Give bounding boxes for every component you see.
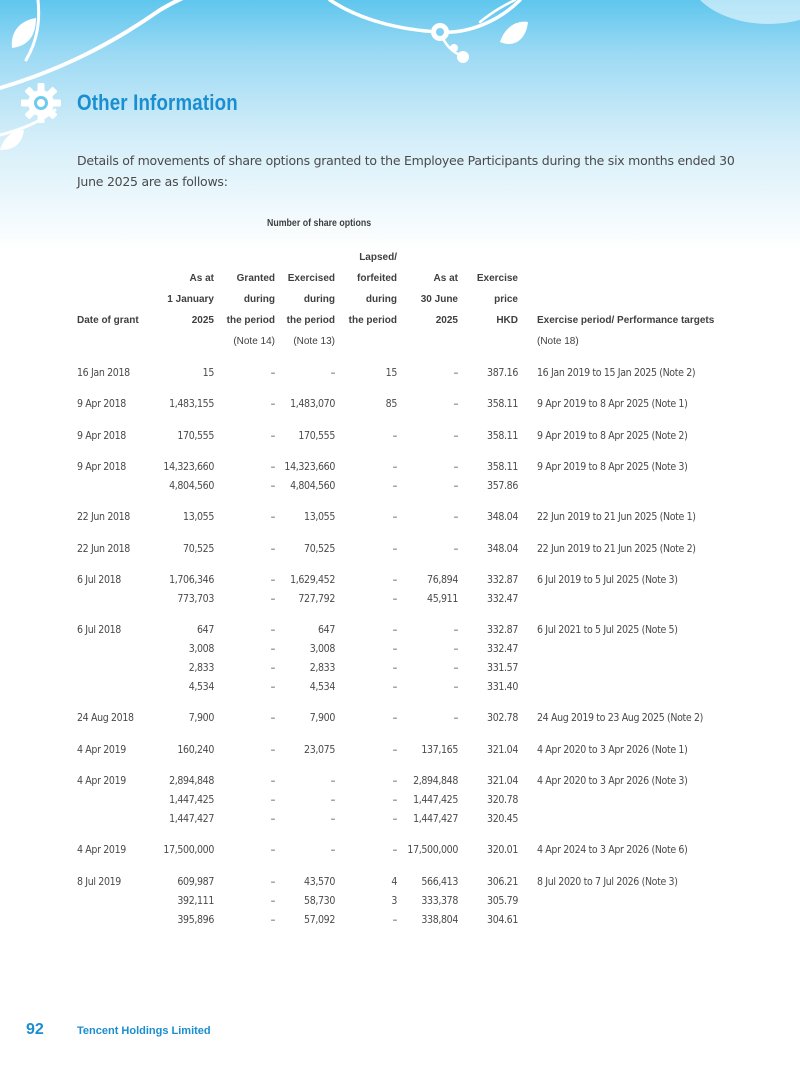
cell-exercised: 1,483,070 [290, 398, 335, 411]
column-group-label: Number of share options [267, 218, 372, 229]
cell-granted: – [270, 460, 275, 473]
grant-date: 4 Apr 2019 [77, 775, 126, 787]
cell-exercised: – [330, 775, 335, 787]
cell-as-at-end: 566,413 [421, 875, 458, 888]
cell-as-at-end: – [453, 662, 458, 675]
cell-price: 332.47 [487, 592, 518, 605]
cell-as-at-end: 1,447,425 [413, 794, 458, 806]
cell-granted: – [270, 398, 275, 411]
cell-as-at-start: 70,525 [183, 542, 214, 555]
cell-lapsed: – [392, 844, 397, 857]
exercise-period: 4 Apr 2020 to 3 Apr 2026 (Note 3) [537, 775, 688, 787]
cell-as-at-end: 1,447,427 [413, 813, 458, 825]
cell-lapsed: 4 [391, 875, 397, 888]
header-date: Date of grant [77, 315, 139, 326]
exercise-period: 6 Jul 2019 to 5 Jul 2025 (Note 3) [537, 573, 678, 586]
cell-exercised: – [330, 844, 335, 857]
grant-date: 4 Apr 2019 [77, 844, 126, 857]
cell-as-at-end: – [453, 542, 458, 555]
exercise-period: 9 Apr 2019 to 8 Apr 2025 (Note 3) [537, 460, 688, 473]
cell-lapsed: – [392, 813, 397, 825]
cell-as-at-start: 1,447,425 [169, 794, 214, 806]
intro-paragraph: Details of movements of share options granted to the Employee Participants during the six months ended 30 June 2025 are as follows: [77, 153, 735, 189]
cell-as-at-start: 17,500,000 [163, 844, 214, 857]
cell-price: 305.79 [487, 894, 518, 907]
cell-as-at-end: – [453, 624, 458, 637]
header-as-at-end: 2025 [435, 315, 458, 326]
header-price: HKD [496, 315, 518, 326]
cell-price: 320.45 [487, 813, 518, 825]
cell-exercised: 1,629,452 [290, 573, 335, 586]
cell-price: 332.47 [487, 643, 518, 656]
cell-granted: – [270, 511, 275, 524]
header-lapsed: Lapsed/ [359, 252, 397, 263]
cell-lapsed: – [392, 712, 397, 725]
header-exercised: Exercised [287, 273, 335, 284]
cell-granted: – [270, 479, 275, 492]
cell-price: 358.11 [487, 429, 518, 442]
header-price: price [494, 294, 518, 305]
cell-granted: – [270, 775, 275, 787]
cell-price: 387.16 [487, 367, 518, 379]
cell-granted: – [270, 592, 275, 605]
page-number: 92 [26, 1021, 44, 1038]
grant-date: 22 Jun 2018 [77, 511, 130, 524]
cell-as-at-end: 76,894 [427, 573, 458, 586]
cell-as-at-end: – [453, 681, 458, 694]
cell-as-at-start: 395,896 [177, 913, 214, 926]
cell-price: 332.87 [487, 624, 518, 637]
cell-lapsed: – [392, 743, 397, 756]
exercise-period: 22 Jun 2019 to 21 Jun 2025 (Note 2) [537, 542, 696, 555]
exercise-period: 9 Apr 2019 to 8 Apr 2025 (Note 2) [537, 429, 688, 442]
exercise-period: 24 Aug 2019 to 23 Aug 2025 (Note 2) [537, 712, 703, 725]
cell-price: 331.57 [487, 662, 518, 675]
cell-exercised: 3,008 [309, 643, 335, 656]
cell-as-at-start: 3,008 [188, 643, 214, 656]
header-period: Exercise period/ Performance targets [537, 315, 715, 326]
cell-as-at-start: 2,833 [188, 662, 214, 675]
cell-price: 348.04 [487, 511, 518, 524]
cell-exercised: 2,833 [309, 662, 335, 675]
exercise-period: 22 Jun 2019 to 21 Jun 2025 (Note 1) [537, 511, 696, 524]
cell-price: 320.01 [487, 844, 518, 857]
cell-exercised: – [330, 813, 335, 825]
cell-price: 306.21 [487, 875, 518, 888]
header-as-at-end: As at [433, 273, 458, 284]
cell-as-at-end: 2,894,848 [413, 775, 458, 787]
grant-date: 6 Jul 2018 [77, 573, 121, 586]
cell-as-at-end: – [453, 511, 458, 524]
page-title: Other Information [77, 90, 238, 115]
header-period-note: (Note 18) [537, 336, 579, 347]
cell-granted: – [270, 712, 275, 725]
cell-exercised: 647 [318, 624, 335, 637]
cell-lapsed: – [392, 913, 397, 926]
header-exercised-note: (Note 13) [293, 336, 335, 347]
cell-price: 358.11 [487, 398, 518, 411]
cell-as-at-start: 7,900 [188, 712, 214, 725]
exercise-period: 4 Apr 2024 to 3 Apr 2026 (Note 6) [537, 844, 688, 857]
header-as-at-end: 30 June [420, 294, 458, 305]
header-granted: Granted [236, 273, 275, 284]
header-granted: during [243, 294, 275, 305]
cell-exercised: 43,570 [304, 875, 335, 888]
cell-lapsed: – [392, 542, 397, 555]
exercise-period: 8 Jul 2020 to 7 Jul 2026 (Note 3) [537, 875, 678, 888]
cell-granted: – [270, 813, 275, 825]
cell-exercised: 170,555 [298, 429, 335, 442]
grant-date: 8 Jul 2019 [77, 875, 121, 888]
cell-lapsed: – [392, 429, 397, 442]
cell-lapsed: – [392, 460, 397, 473]
header-lapsed: forfeited [357, 273, 397, 284]
cell-price: 332.87 [487, 573, 518, 586]
cell-as-at-start: 2,894,848 [169, 775, 214, 787]
cell-lapsed: – [392, 573, 397, 586]
cell-exercised: 7,900 [309, 712, 335, 725]
cell-exercised: 58,730 [304, 894, 335, 907]
cell-as-at-end: – [453, 479, 458, 492]
cell-lapsed: – [392, 662, 397, 675]
cell-lapsed: – [392, 681, 397, 694]
cell-as-at-start: 160,240 [177, 743, 214, 756]
cell-granted: – [270, 429, 275, 442]
cell-granted: – [270, 794, 275, 806]
exercise-period: 6 Jul 2021 to 5 Jul 2025 (Note 5) [537, 624, 678, 637]
header-granted: the period [226, 315, 275, 326]
cell-as-at-end: – [453, 398, 458, 411]
cell-exercised: 57,092 [304, 913, 335, 926]
header-granted-note: (Note 14) [233, 336, 275, 347]
cell-granted: – [270, 367, 275, 379]
cell-granted: – [270, 573, 275, 586]
cell-lapsed: – [392, 592, 397, 605]
cell-lapsed: – [392, 511, 397, 524]
cell-granted: – [270, 743, 275, 756]
cell-as-at-end: 17,500,000 [407, 844, 458, 857]
header-as-at-start: 1 January [167, 294, 214, 305]
cell-as-at-start: 1,706,346 [169, 573, 214, 586]
cell-price: 321.04 [487, 743, 518, 756]
header-price: Exercise [476, 273, 518, 284]
grant-date: 9 Apr 2018 [77, 429, 126, 442]
cell-as-at-start: 1,447,427 [169, 813, 214, 825]
cell-lapsed: – [392, 775, 397, 787]
cell-as-at-start: 392,111 [177, 894, 214, 907]
cell-lapsed: – [392, 643, 397, 656]
grant-date: 24 Aug 2018 [77, 712, 134, 725]
cell-exercised: 4,804,560 [290, 479, 335, 492]
cell-granted: – [270, 542, 275, 555]
header-exercised: during [303, 294, 335, 305]
exercise-period: 9 Apr 2019 to 8 Apr 2025 (Note 1) [537, 398, 688, 411]
header-lapsed: the period [348, 315, 397, 326]
cell-price: 357.86 [487, 479, 518, 492]
cell-as-at-end: 333,378 [421, 894, 458, 907]
cell-price: 320.78 [487, 794, 518, 806]
grant-date: 16 Jan 2018 [77, 367, 130, 379]
cell-granted: – [270, 844, 275, 857]
cell-granted: – [270, 894, 275, 907]
grant-date: 22 Jun 2018 [77, 542, 130, 555]
cell-price: 321.04 [487, 775, 518, 787]
cell-exercised: 13,055 [304, 511, 335, 524]
cell-as-at-end: 338,804 [421, 913, 458, 926]
cell-granted: – [270, 681, 275, 694]
grant-date: 6 Jul 2018 [77, 624, 121, 637]
cell-as-at-start: 609,987 [177, 875, 214, 888]
cell-as-at-start: 14,323,660 [163, 460, 214, 473]
cell-granted: – [270, 662, 275, 675]
cell-as-at-end: 45,911 [427, 592, 458, 605]
cell-exercised: 23,075 [304, 743, 335, 756]
cell-as-at-start: 773,703 [177, 592, 214, 605]
cell-lapsed: 3 [391, 894, 397, 907]
cell-as-at-start: 1,483,155 [169, 398, 214, 411]
cell-granted: – [270, 624, 275, 637]
cell-as-at-end: – [453, 712, 458, 725]
cell-lapsed: – [392, 624, 397, 637]
cell-as-at-start: 13,055 [183, 511, 214, 524]
cell-as-at-end: – [453, 367, 458, 379]
cell-as-at-start: 15 [202, 367, 214, 379]
exercise-period: 16 Jan 2019 to 15 Jan 2025 (Note 2) [537, 367, 696, 379]
grant-date: 4 Apr 2019 [77, 743, 126, 756]
cell-granted: – [270, 875, 275, 888]
header-as-at-start: As at [189, 273, 214, 284]
cell-lapsed: 85 [385, 398, 397, 411]
cell-price: 331.40 [487, 681, 518, 694]
cell-exercised: – [330, 794, 335, 806]
cell-granted: – [270, 913, 275, 926]
cell-exercised: – [330, 367, 335, 379]
cell-price: 348.04 [487, 542, 518, 555]
cell-lapsed: – [392, 479, 397, 492]
header-lapsed: during [365, 294, 397, 305]
cell-price: 358.11 [487, 460, 518, 473]
cell-price: 304.61 [487, 913, 518, 926]
cell-exercised: 14,323,660 [284, 460, 335, 473]
cell-exercised: 727,792 [298, 592, 335, 605]
cell-as-at-end: – [453, 460, 458, 473]
cell-lapsed: – [392, 794, 397, 806]
exercise-period: 4 Apr 2020 to 3 Apr 2026 (Note 1) [537, 743, 688, 756]
cell-exercised: 4,534 [309, 681, 335, 694]
cell-granted: – [270, 643, 275, 656]
cell-as-at-end: 137,165 [421, 743, 458, 756]
header-as-at-start: 2025 [191, 315, 214, 326]
grant-date: 9 Apr 2018 [77, 460, 126, 473]
cell-as-at-start: 170,555 [177, 429, 214, 442]
cell-as-at-start: 4,534 [188, 681, 214, 694]
cell-exercised: 70,525 [304, 542, 335, 555]
cell-lapsed: 15 [385, 367, 397, 379]
header-exercised: the period [286, 315, 335, 326]
company-name: Tencent Holdings Limited [77, 1025, 211, 1037]
cell-as-at-end: – [453, 429, 458, 442]
grant-date: 9 Apr 2018 [77, 398, 126, 411]
cell-as-at-start: 4,804,560 [169, 479, 214, 492]
cell-price: 302.78 [487, 712, 518, 725]
cell-as-at-end: – [453, 643, 458, 656]
cell-as-at-start: 647 [197, 624, 214, 637]
